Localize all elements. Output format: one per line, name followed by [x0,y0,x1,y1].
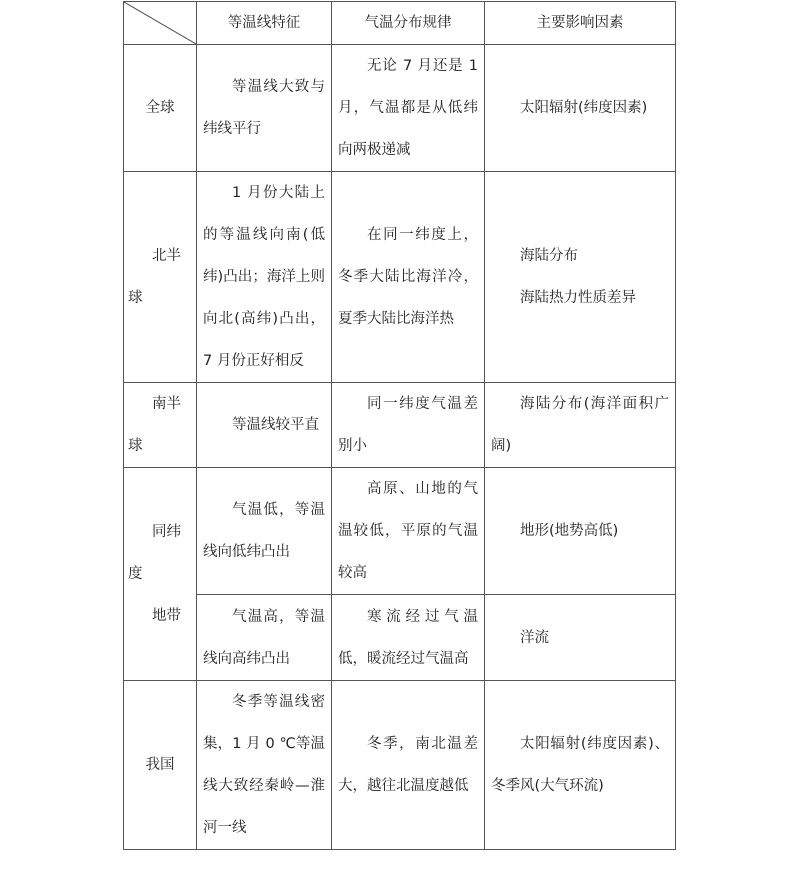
factor-cell [485,172,676,383]
header-factor: 主要影响因素 [485,2,676,45]
factor-cell [485,45,676,172]
label-line-1: 北半 [152,248,181,264]
feature-text: 等温线较平直 [232,417,319,433]
header-row [124,2,676,45]
row-north [124,172,676,383]
row-label: 全球 [124,45,197,172]
label-line-2: 度 [128,566,143,582]
row-label: 我国 [124,681,197,850]
label-line-3: 地带 [152,608,181,624]
factor-cell [485,468,676,595]
pattern-cell [332,172,485,383]
feature-cell [197,681,332,850]
feature-cell [197,468,332,595]
pattern-text: 冬季，南北温差大，越往北温度越低 [338,736,478,794]
row-label [124,172,197,383]
header-pattern: 气温分布规律 [332,2,485,45]
pattern-text: 同一纬度气温差别小 [338,396,478,454]
row-label [124,468,197,681]
factor-cell [485,595,676,681]
corner-cell [124,2,197,45]
factor-text: 海陆分布(海洋面积广阔) [491,396,669,454]
feature-text: 气温高，等温线向高纬凸出 [203,608,325,667]
label-line-1: 同纬 [152,524,181,540]
isotherm-table [123,1,676,850]
diagonal-line [124,2,196,44]
label-line-1: 南半 [152,396,181,412]
pattern-text: 高原、山地的气温较低，平原的气温较高 [338,481,478,581]
feature-text: 1 月份大陆上的等温线向南(低纬)凸出；海洋上则向北(高纬)凸出，7 月份正好相反 [203,185,325,369]
factor-text-2: 海陆热力性质差异 [520,290,636,306]
pattern-text: 寒流经过气温低，暖流经过气温高 [338,608,478,667]
feature-cell [197,383,332,468]
feature-cell [197,45,332,172]
feature-text: 等温线大致与纬线平行 [203,79,325,137]
row-same-latitude-2 [124,595,676,681]
pattern-text: 在同一纬度上，冬季大陆比海洋冷，夏季大陆比海洋热 [338,227,478,327]
row-china [124,681,676,850]
factor-text: 太阳辐射(纬度因素) [520,100,648,116]
pattern-cell [332,468,485,595]
pattern-cell [332,681,485,850]
factor-text: 地形(地势高低) [520,523,619,539]
label-line-2: 球 [128,290,143,306]
label-line-2: 球 [128,438,143,454]
factor-text: 洋流 [520,629,549,646]
row-south [124,383,676,468]
feature-text: 冬季等温线密集，1 月 0 ℃等温线大致经秦岭—淮河一线 [203,694,325,836]
row-same-latitude-1 [124,468,676,595]
header-feature: 等温线特征 [197,2,332,45]
pattern-cell [332,45,485,172]
pattern-cell [332,383,485,468]
row-label [124,383,197,468]
pattern-cell [332,595,485,681]
factor-cell [485,383,676,468]
factor-cell [485,681,676,850]
row-global [124,45,676,172]
feature-cell [197,172,332,383]
feature-cell [197,595,332,681]
feature-text: 气温低，等温线向低纬凸出 [203,502,325,560]
factor-text: 太阳辐射(纬度因素)、冬季风(大气环流) [491,736,669,794]
factor-text-1: 海陆分布 [520,248,578,264]
pattern-text: 无论 7 月还是 1 月，气温都是从低纬向两极递减 [338,58,478,158]
